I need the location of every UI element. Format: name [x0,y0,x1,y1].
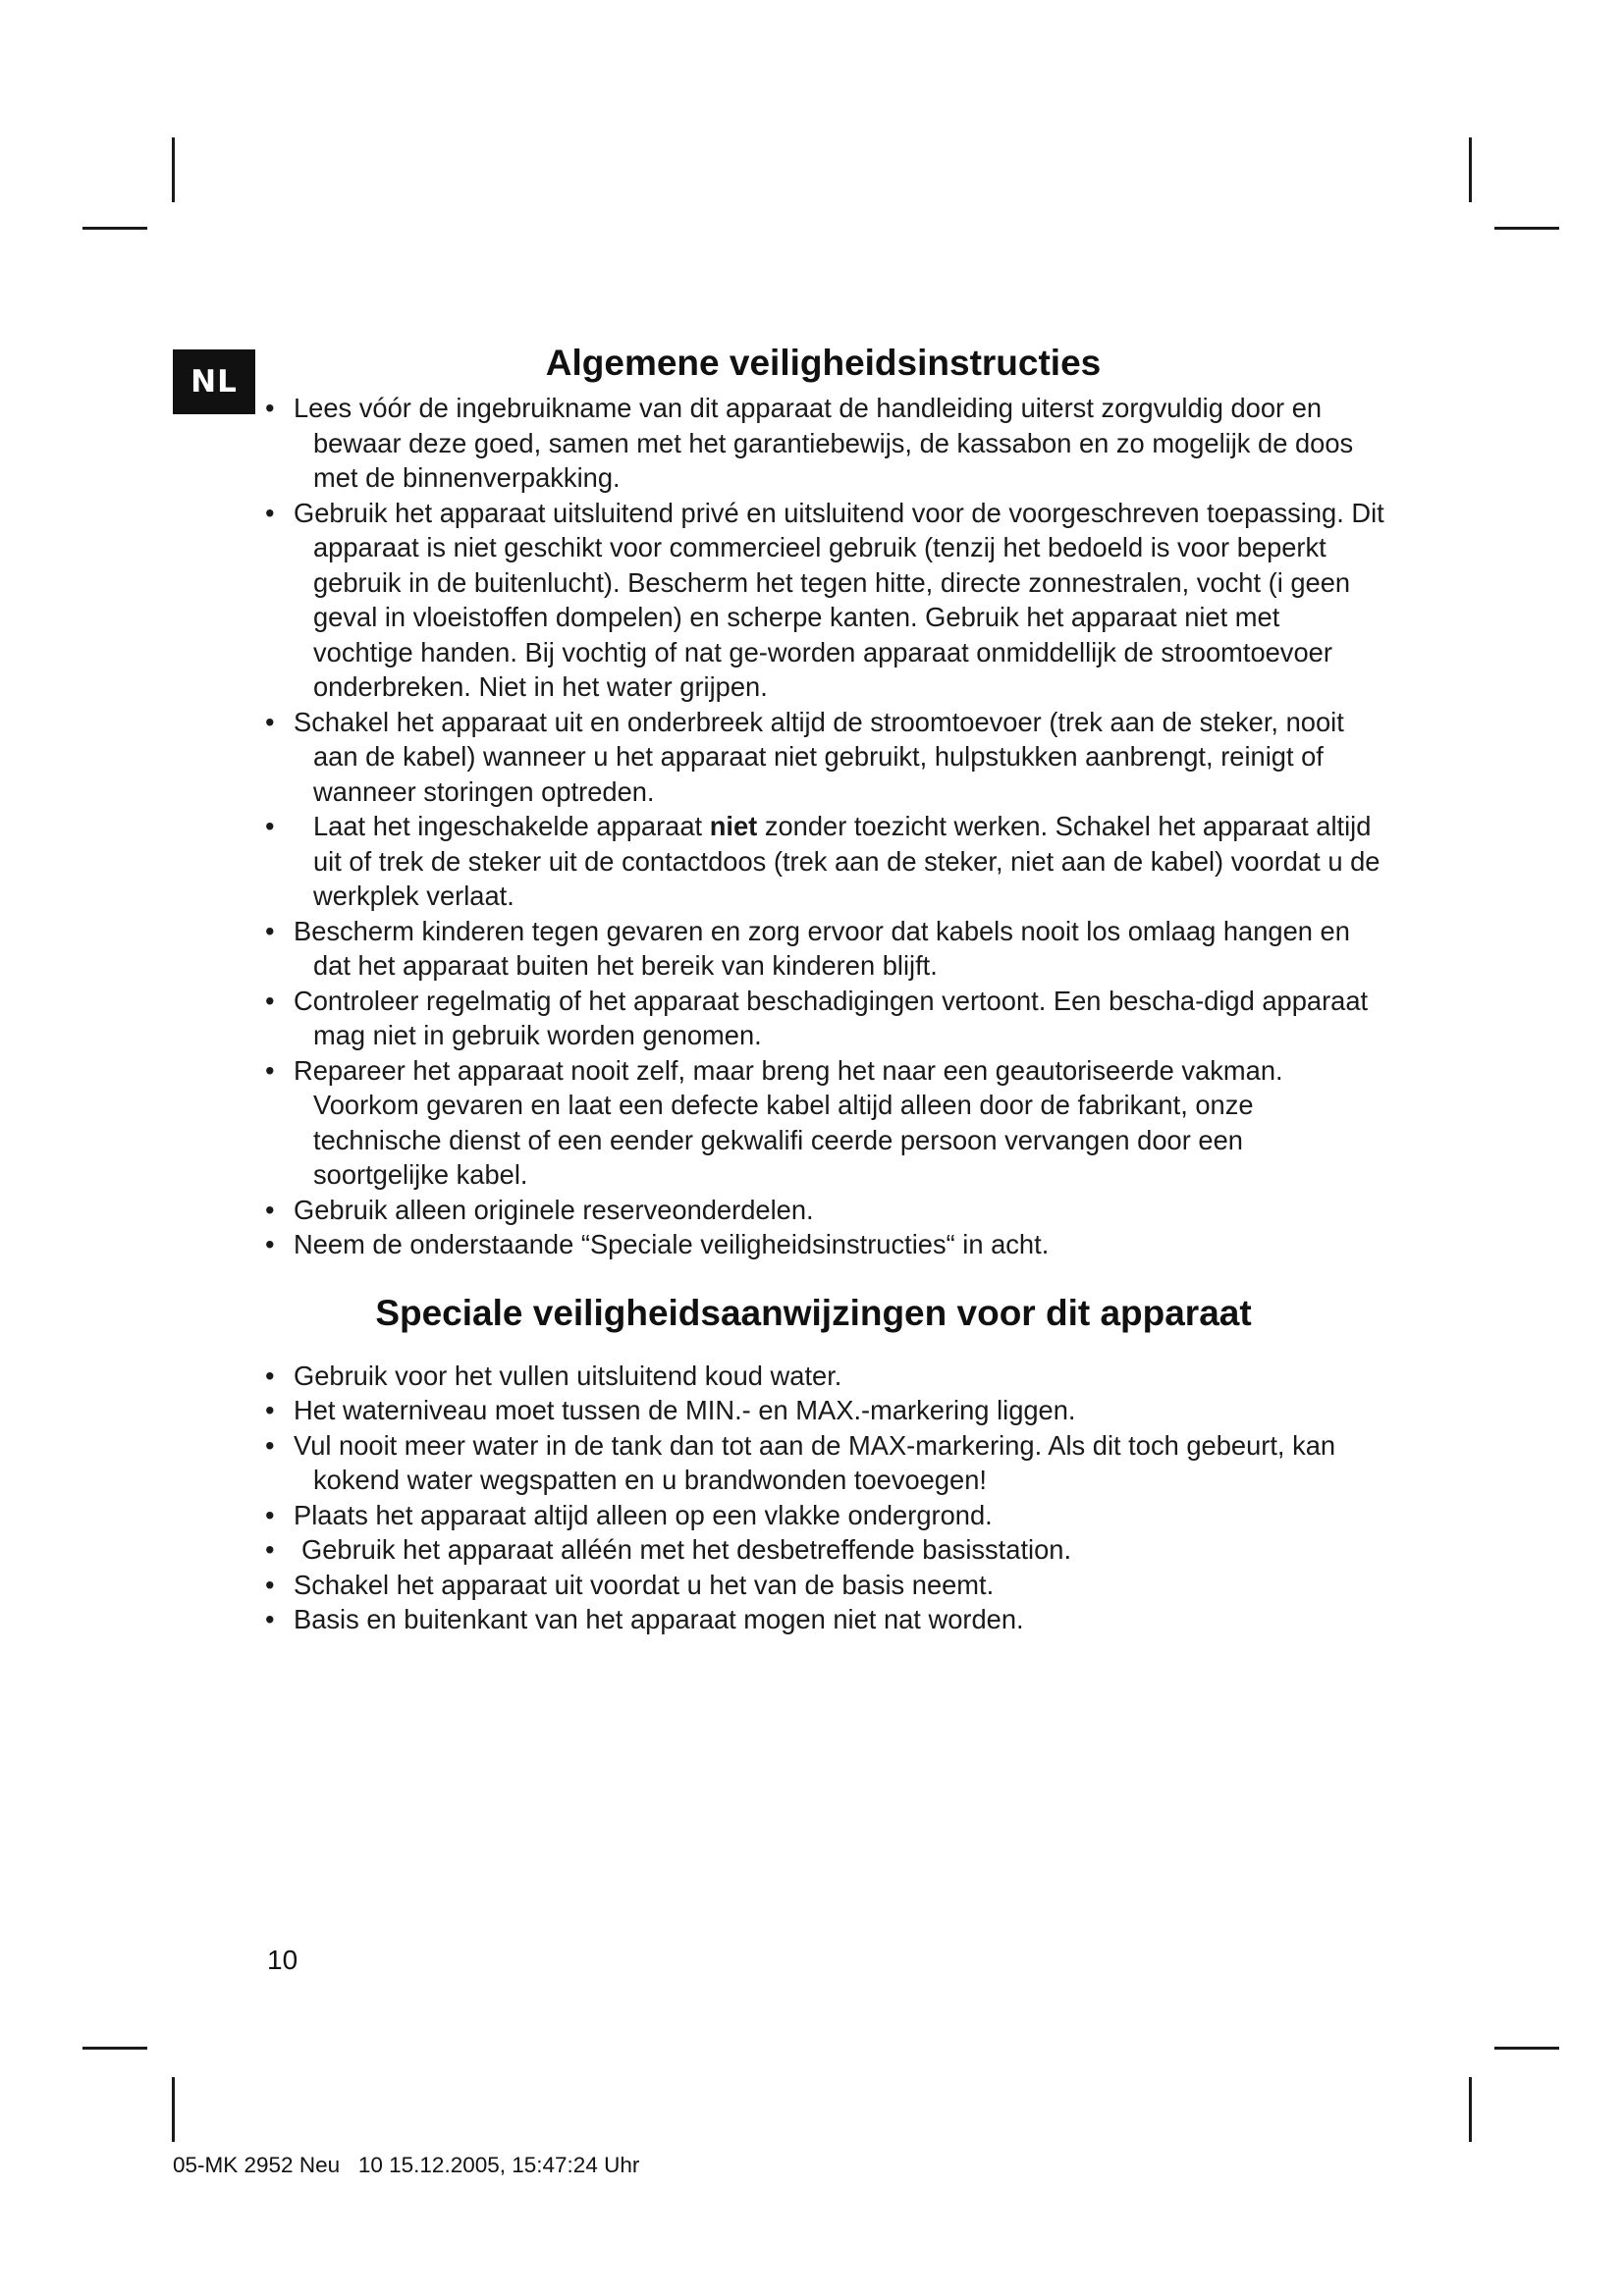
section-title-general-safety: Algemene veiligheidsinstructies [545,343,1102,383]
crop-mark-bottom-right-horizontal [1494,2047,1559,2050]
list-item: • Gebruik alleen originele reserveonderdelen. [261,1193,1385,1228]
item-text-before: Laat het ingeschakelde apparaat [313,811,710,841]
list-item: • Lees vóór de ingebruikname van dit apparaat de handleiding uiterst zorgvuldig door en bewaar deze goed, samen met het garantiebewijs, de kassabon en zo mogelijk de doos met de binnenverpakking. [261,391,1385,496]
list-item: • Basis en buitenkant van het apparaat mogen niet nat worden. [261,1602,1385,1637]
list-item: • Gebruik het apparaat alléén met het desbetreffende basisstation. [261,1532,1385,1568]
section-title-special-safety: Speciale veiligheidsaanwijzingen voor dit apparaat [375,1292,1252,1333]
list-item: • Neem de onderstaande “Speciale veiligheidsinstructies“ in acht. [261,1227,1385,1262]
list-item: • Gebruik voor het vullen uitsluitend koud water. [261,1359,1385,1394]
list-item: • Bescherm kinderen tegen gevaren en zorg ervoor dat kabels nooit los omlaag hangen en dat het apparaat buiten het bereik van kinderen blijft. [261,914,1385,984]
crop-mark-top-right-vertical [1469,137,1472,202]
crop-mark-bottom-left-vertical [172,2077,175,2142]
crop-mark-bottom-left-horizontal [82,2047,147,2050]
list-item: • Schakel het apparaat uit voordat u het van de basis neemt. [261,1568,1385,1603]
item-text-after: zonder toezicht werken. Schakel het apparaat altijd uit of trek de steker uit de contactdoos (trek aan de steker, niet aan de kabel) voordat u de werkplek verlaat. [313,811,1380,911]
list-item: • Schakel het apparaat uit en onderbreek altijd de stroomtoevoer (trek aan de steker, nooit aan de kabel) wanneer u het apparaat niet gebruikt, hulpstukken aanbrengt, reinigt of wanneer storingen optreden. [261,705,1385,810]
page-number: 10 [267,1945,298,1975]
crop-mark-bottom-right-vertical [1469,2077,1472,2142]
main-content [261,342,1385,1637]
general-safety-list [261,391,1385,1262]
list-item: • Het waterniveau moet tussen de MIN.- en MAX.-markering liggen. [261,1393,1385,1428]
print-footer: 05-MK 2952 Neu 10 15.12.2005, 15:47:24 Uhr [173,2153,640,2177]
crop-mark-top-left-vertical [172,137,175,202]
list-item: • Plaats het apparaat altijd alleen op een vlakke ondergrond. [261,1498,1385,1533]
list-item: • Controleer regelmatig of het apparaat beschadigingen vertoont. Een bescha-digd apparaat mag niet in gebruik worden genomen. [261,984,1385,1053]
list-item: • Gebruik het apparaat uitsluitend privé en uitsluitend voor de voorgeschreven toepassing. Dit apparaat is niet geschikt voor commercieel gebruik (tenzij het bedoeld is voor beperkt gebruik in de buitenlucht). Bescherm het tegen hitte, directe zonnestralen, vocht (i geen geval in vloeistoffen dompelen) en scherpe kanten. Gebruik het apparaat niet met vochtige handen. Bij vochtig of nat ge-worden apparaat onmiddellijk de stroomtoevoer onderbreken. Niet in het water grijpen. [261,496,1385,705]
language-badge: NL [173,349,255,414]
list-item: • Repareer het apparaat nooit zelf, maar breng het naar een geautoriseerde vakman. Voorkom gevaren en laat een defecte kabel altijd alleen door de fabrikant, onze technische dienst of een eender gekwalifi ceerde persoon vervangen door een soortgelijke kabel. [261,1053,1385,1193]
crop-mark-top-right-horizontal [1494,227,1559,230]
special-safety-list [261,1359,1385,1637]
list-item [261,809,1385,914]
emphasis-not: niet [709,811,758,841]
list-item: • Vul nooit meer water in de tank dan tot aan de MAX-markering. Als dit toch gebeurt, kan kokend water wegspatten en u brandwonden toevoegen! [261,1428,1385,1498]
crop-mark-top-left-horizontal [82,227,147,230]
